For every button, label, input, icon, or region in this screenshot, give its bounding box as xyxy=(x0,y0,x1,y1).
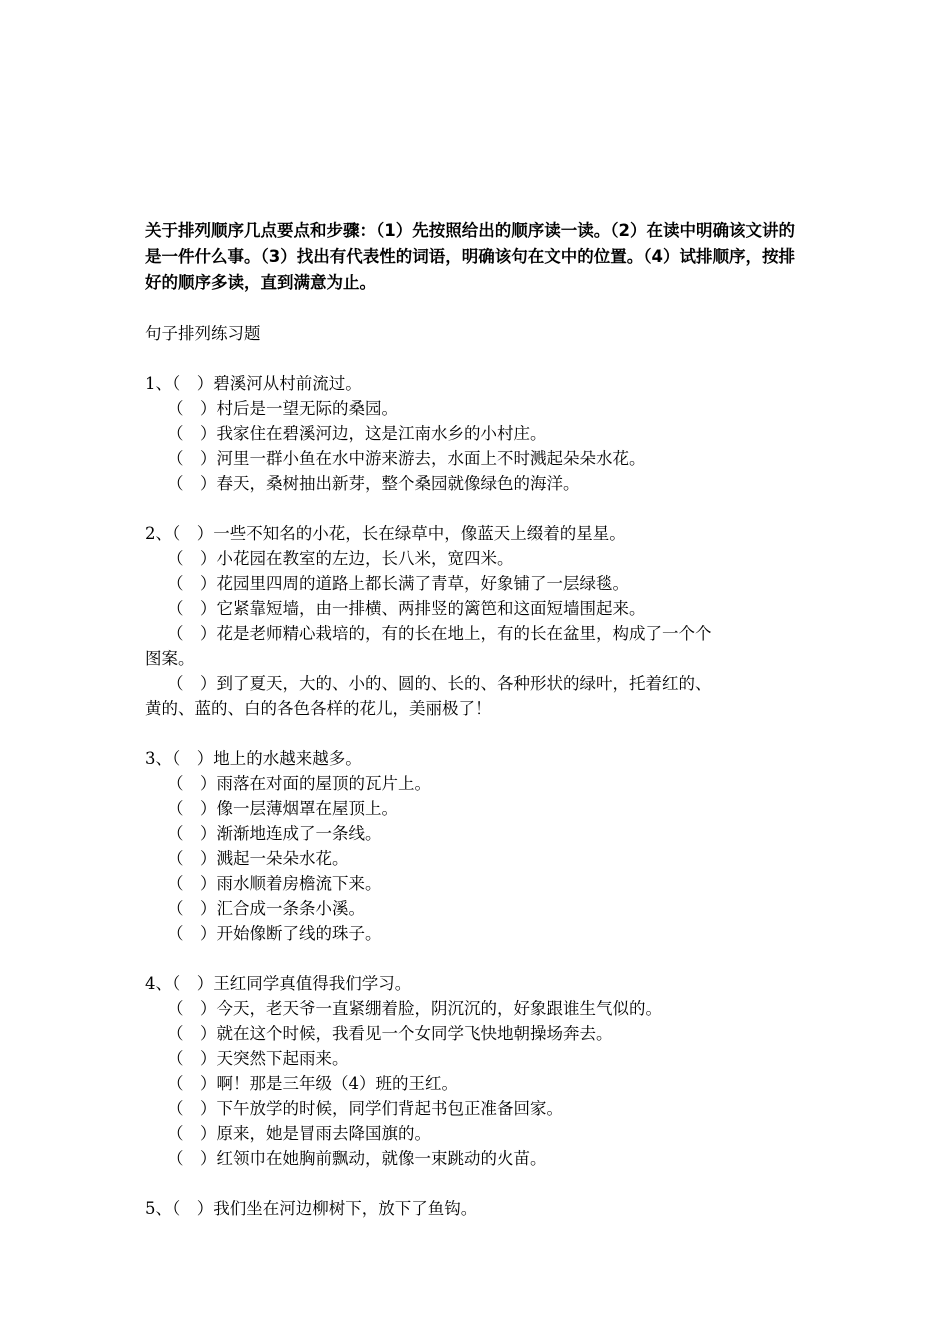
question-item: （ ）春天，桑树抽出新芽，整个桑园就像绿色的海洋。 xyxy=(167,474,580,493)
question-item: （ ）河里一群小鱼在水中游来游去，水面上不时溅起朵朵水花。 xyxy=(167,449,646,468)
question-item: （ ）到了夏天，大的、小的、圆的、长的、各种形状的绿叶，托着红的、 xyxy=(167,674,712,693)
question-item: （ ）我家住在碧溪河边，这是江南水乡的小村庄。 xyxy=(167,424,547,443)
question-block xyxy=(145,521,810,721)
question-item: （ ）就在这个时候，我看见一个女同学飞快地朝操场奔去。 xyxy=(167,1024,613,1043)
question-item: （ ）花园里四周的道路上都长满了青草，好象铺了一层绿毯。 xyxy=(167,574,629,593)
question-item: （ ）像一层薄烟罩在屋顶上。 xyxy=(167,799,398,818)
question-item: （ ）雨落在对面的屋顶的瓦片上。 xyxy=(167,774,431,793)
question-item: （ ）下午放学的时候，同学们背起书包正准备回家。 xyxy=(167,1099,563,1118)
question-item-continuation: 图案。 xyxy=(145,649,195,668)
question-item: （ ）天突然下起雨来。 xyxy=(167,1049,349,1068)
question-first-line: 4、（ ）王红同学真值得我们学习。 xyxy=(145,974,412,993)
question-list xyxy=(145,371,810,1221)
question-item: （ ）红领巾在她胸前飘动，就像一束跳动的火苗。 xyxy=(167,1149,547,1168)
question-item: （ ）花是老师精心栽培的，有的长在地上，有的长在盆里，构成了一个个 xyxy=(167,624,712,643)
question-block xyxy=(145,1196,810,1221)
question-block xyxy=(145,371,810,496)
intro-paragraph: 关于排列顺序几点要点和步骤：（1）先按照给出的顺序读一读。（2）在读中明确该文讲的是一件什么事。（3）找出有代表性的词语，明确该句在文中的位置。（4）试排顺序，按排好的顺序多读，直到满意为止。 xyxy=(145,221,795,292)
question-item: （ ）小花园在教室的左边，长八米，宽四米。 xyxy=(167,549,514,568)
question-item: （ ）原来，她是冒雨去降国旗的。 xyxy=(167,1124,431,1143)
question-item: （ ）汇合成一条条小溪。 xyxy=(167,899,365,918)
question-item-continuation: 黄的、蓝的、白的各色各样的花儿，美丽极了！ xyxy=(145,699,492,718)
question-first-line: 3、（ ）地上的水越来越多。 xyxy=(145,749,362,768)
question-item: （ ）今天，老天爷一直紧绷着脸，阴沉沉的，好象跟谁生气似的。 xyxy=(167,999,662,1018)
question-item: （ ）渐渐地连成了一条线。 xyxy=(167,824,382,843)
section-title: 句子排列练习题 xyxy=(145,324,261,343)
question-first-line: 2、（ ）一些不知名的小花，长在绿草中，像蓝天上缀着的星星。 xyxy=(145,524,626,543)
question-item: （ ）溅起一朵朵水花。 xyxy=(167,849,349,868)
question-item: （ ）它紧靠短墙，由一排横、两排竖的篱笆和这面短墙围起来。 xyxy=(167,599,646,618)
question-block xyxy=(145,746,810,946)
question-first-line: 5、（ ）我们坐在河边柳树下，放下了鱼钩。 xyxy=(145,1199,478,1218)
question-block xyxy=(145,971,810,1171)
question-item: （ ）村后是一望无际的桑园。 xyxy=(167,399,398,418)
document-page xyxy=(145,218,810,1221)
question-first-line: 1、（ ）碧溪河从村前流过。 xyxy=(145,374,362,393)
question-item: （ ）开始像断了线的珠子。 xyxy=(167,924,382,943)
question-item: （ ）雨水顺着房檐流下来。 xyxy=(167,874,382,893)
question-item: （ ）啊！那是三年级（4）班的王红。 xyxy=(167,1074,458,1093)
